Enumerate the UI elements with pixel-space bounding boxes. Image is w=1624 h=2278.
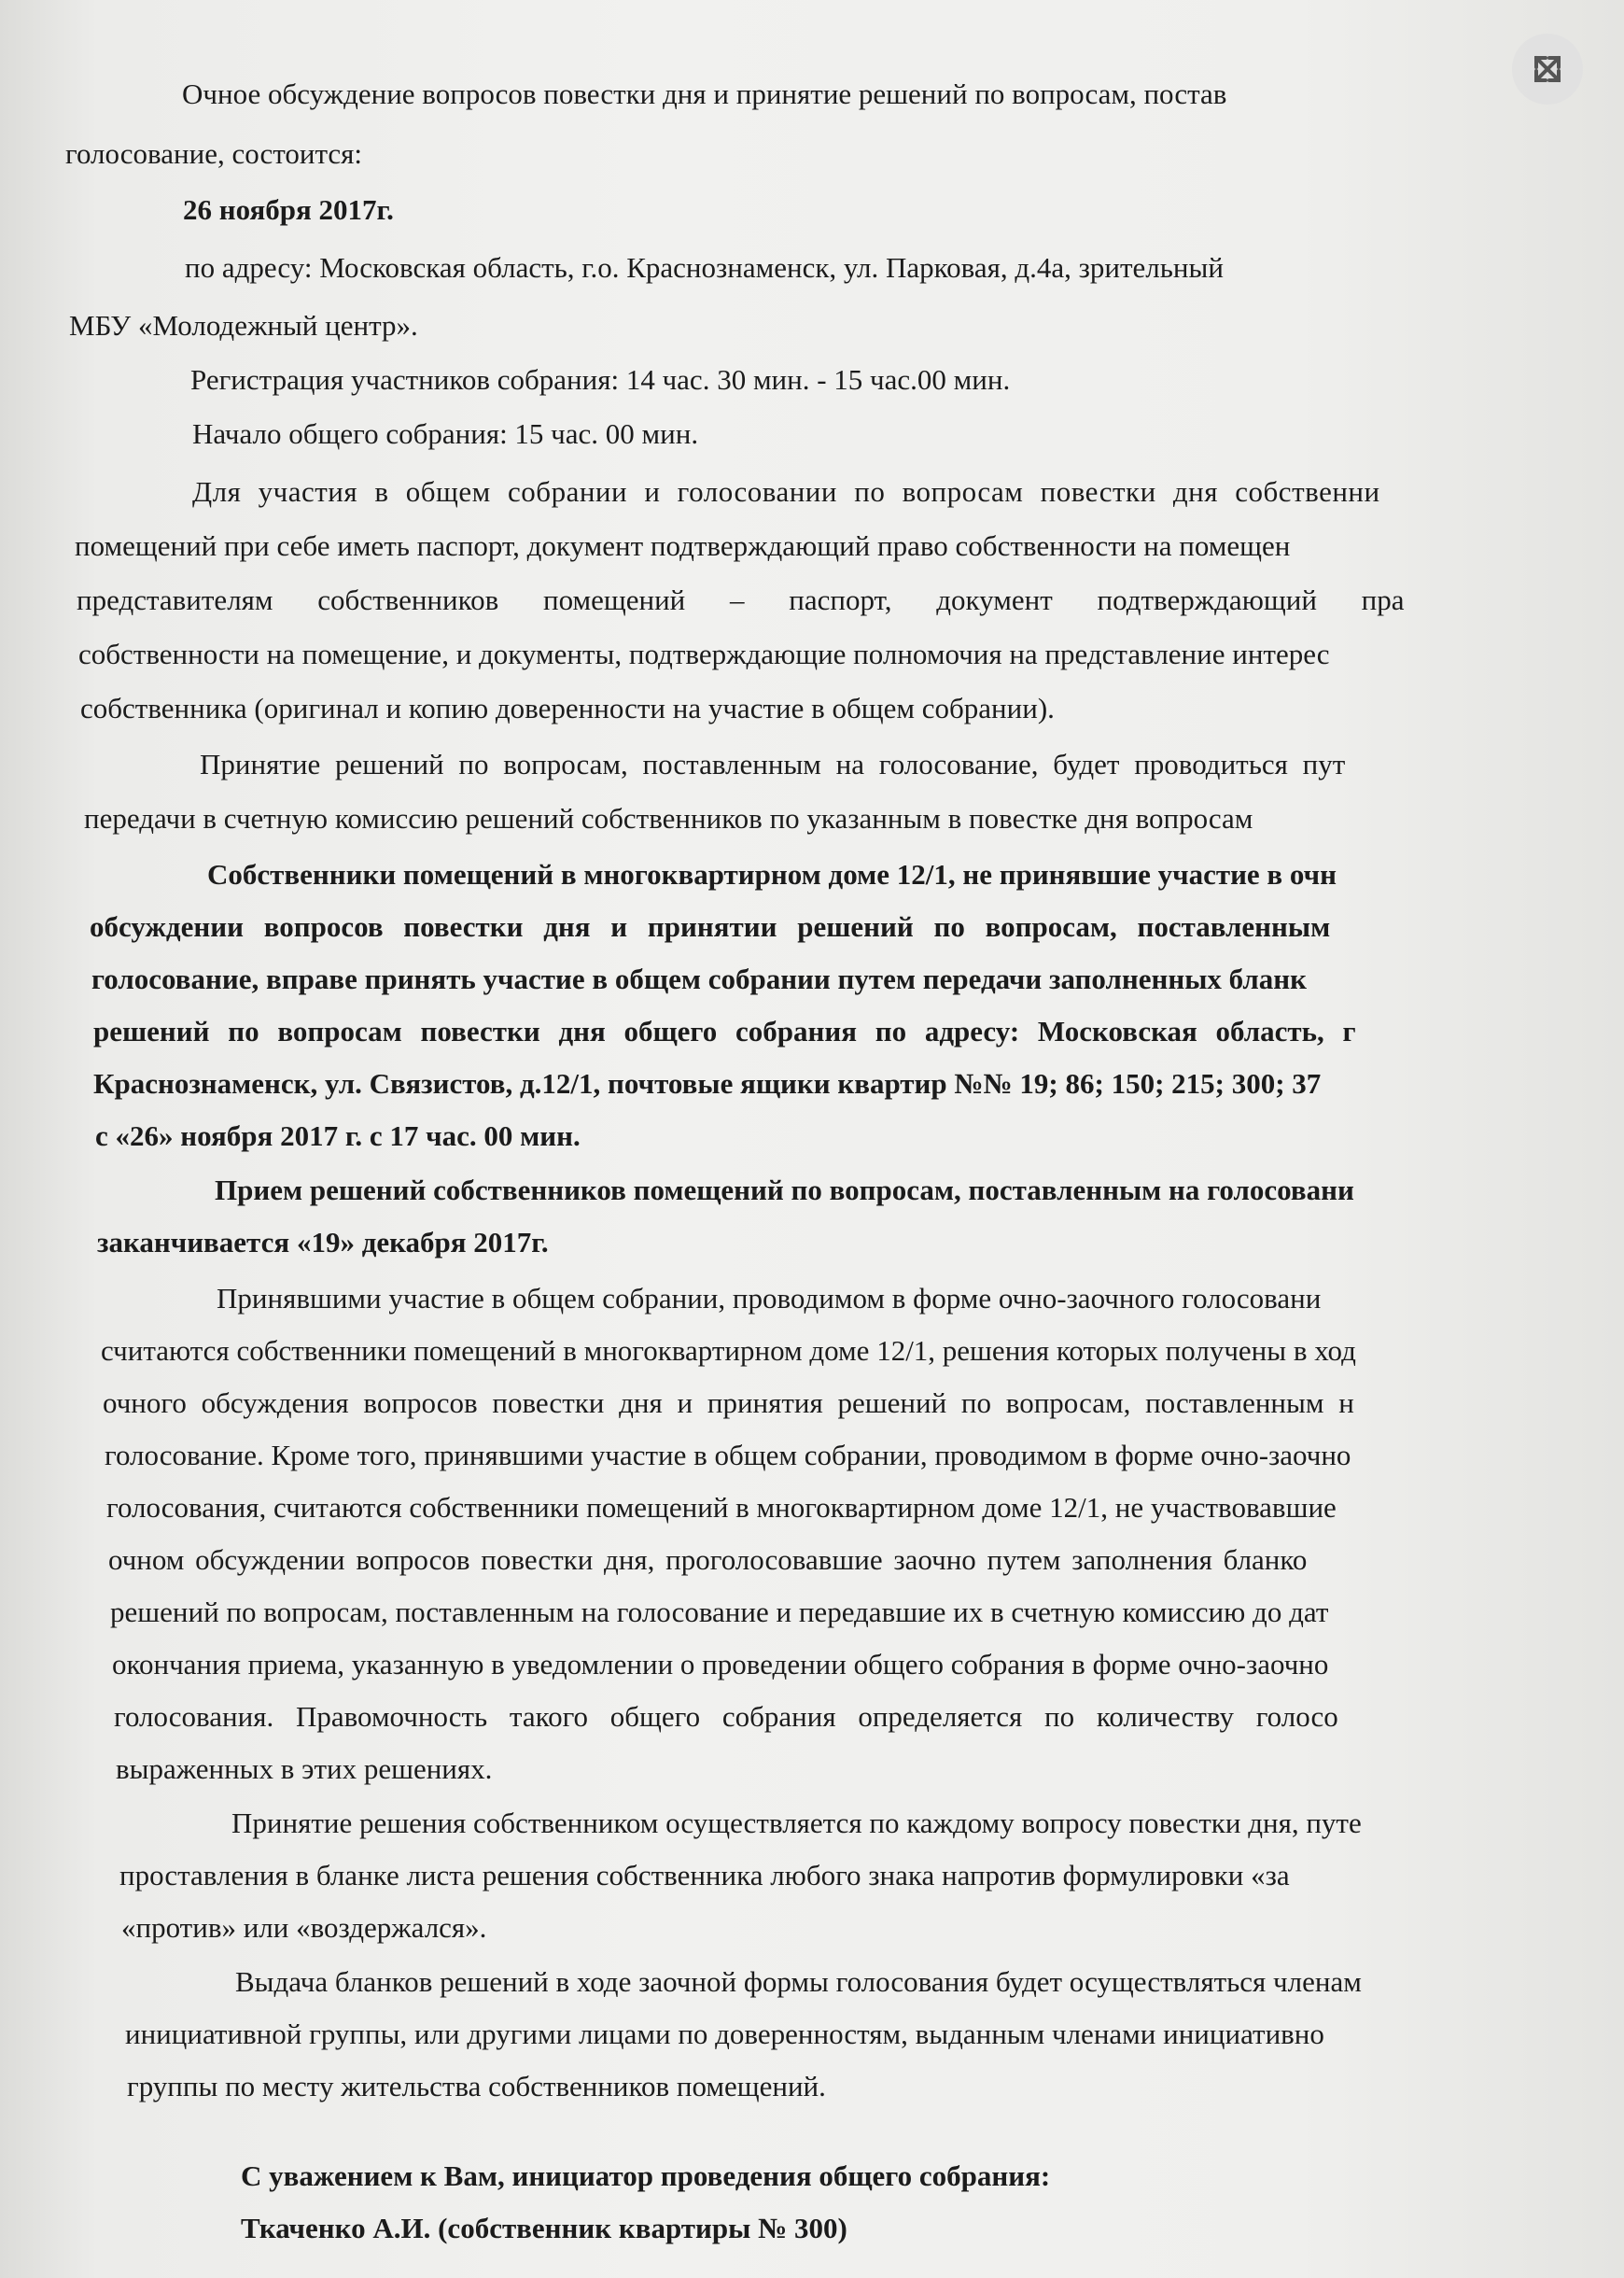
doc-line: Для участия в общем собрании и голосовании по вопросам повестки дня собственни: [192, 475, 1380, 508]
doc-line: по адресу: Московская область, г.о. Краснознаменск, ул. Парковая, д.4а, зрительный: [185, 251, 1224, 284]
doc-line: обсуждении вопросов повестки дня и принятии решений по вопросам, поставленным: [90, 910, 1331, 943]
doc-line: решений по вопросам повестки дня общего собрания по адресу: Московская область, г: [93, 1015, 1356, 1048]
doc-line: Очное обсуждение вопросов повестки дня и принятие решений по вопросам, постав: [182, 77, 1227, 110]
signature-greeting: С уважением к Вам, инициатор проведения общего собрания:: [241, 2159, 1051, 2192]
doc-line: Краснознаменск, ул. Связистов, д.12/1, почтовые ящики квартир №№ 19; 86; 150; 215; 300; 37: [93, 1067, 1322, 1100]
expand-icon: [1529, 50, 1566, 88]
doc-line: проставления в бланке листа решения собственника любого знака напротив формулировки «за: [119, 1859, 1290, 1891]
doc-line: Начало общего собрания: 15 час. 00 мин.: [192, 417, 699, 450]
doc-line: голосование. Кроме того, принявшими участие в общем собрании, проводимом в форме очно-заочно: [105, 1439, 1351, 1471]
doc-line: голосования. Правомочность такого общего собрания определяется по количеству голосо: [114, 1700, 1338, 1733]
doc-line: Регистрация участников собрания: 14 час. 30 мин. - 15 час.00 мин.: [190, 363, 1011, 396]
doc-line: Принятие решений по вопросам, поставленным на голосование, будет проводиться пут: [200, 748, 1346, 780]
doc-line: передачи в счетную комиссию решений собственников по указанным в повестке дня вопросам: [84, 802, 1253, 835]
doc-line: очном обсуждении вопросов повестки дня, проголосовавшие заочно путем заполнения бланко: [108, 1543, 1308, 1576]
doc-line: Выдача бланков решений в ходе заочной формы голосования будет осуществляться членам: [235, 1965, 1362, 1998]
doc-line: выраженных в этих решениях.: [116, 1752, 493, 1785]
doc-line: МБУ «Молодежный центр».: [69, 309, 418, 342]
deadline: заканчивается «19» декабря 2017г.: [97, 1226, 549, 1259]
expand-button[interactable]: [1512, 34, 1583, 105]
meeting-date: 26 ноября 2017г.: [183, 193, 394, 226]
doc-line: Прием решений собственников помещений по вопросам, поставленным на голосовани: [215, 1174, 1354, 1206]
doc-line: голосование, состоится:: [65, 137, 363, 170]
doc-line: голосование, вправе принять участие в общем собрании путем передачи заполненных бланк: [91, 963, 1308, 995]
doc-line: Принявшими участие в общем собрании, проводимом в форме очно-заочного голосовани: [217, 1282, 1322, 1315]
doc-line: очного обсуждения вопросов повестки дня и принятия решений по вопросам, поставленным н: [103, 1386, 1354, 1419]
doc-line: Принятие решения собственником осуществляется по каждому вопросу повестки дня, путе: [231, 1807, 1362, 1839]
doc-line: окончания приема, указанную в уведомлении о проведении общего собрания в форме очно-заочно: [112, 1648, 1329, 1680]
doc-line: собственности на помещение, и документы, подтверждающие полномочия на представление интерес: [78, 638, 1330, 670]
signature-name: Ткаченко А.И. (собственник квартиры № 300): [241, 2212, 847, 2244]
doc-line: считаются собственники помещений в многоквартирном доме 12/1, решения которых получены в ход: [101, 1334, 1356, 1367]
doc-line: с «26» ноября 2017 г. с 17 час. 00 мин.: [95, 1119, 581, 1152]
doc-line: «против» или «воздержался».: [121, 1911, 487, 1944]
doc-line: собственника (оригинал и копию доверенности на участие в общем собрании).: [80, 692, 1055, 724]
doc-line: представителям собственников помещений – паспорт, документ подтверждающий пра: [77, 584, 1405, 616]
doc-line: Собственники помещений в многоквартирном доме 12/1, не принявшие участие в очн: [207, 858, 1337, 891]
doc-line: решений по вопросам, поставленным на голосование и передавшие их в счетную комиссию до дат: [110, 1596, 1329, 1628]
doc-line: помещений при себе иметь паспорт, документ подтверждающий право собственности на помещен: [75, 529, 1291, 562]
doc-line: голосования, считаются собственники помещений в многоквартирном доме 12/1, не участвовавшие: [106, 1491, 1337, 1524]
doc-line: инициативной группы, или другими лицами по доверенностям, выданным членами инициативно: [125, 2018, 1324, 2050]
doc-line: группы по месту жительства собственников помещений.: [127, 2070, 826, 2102]
